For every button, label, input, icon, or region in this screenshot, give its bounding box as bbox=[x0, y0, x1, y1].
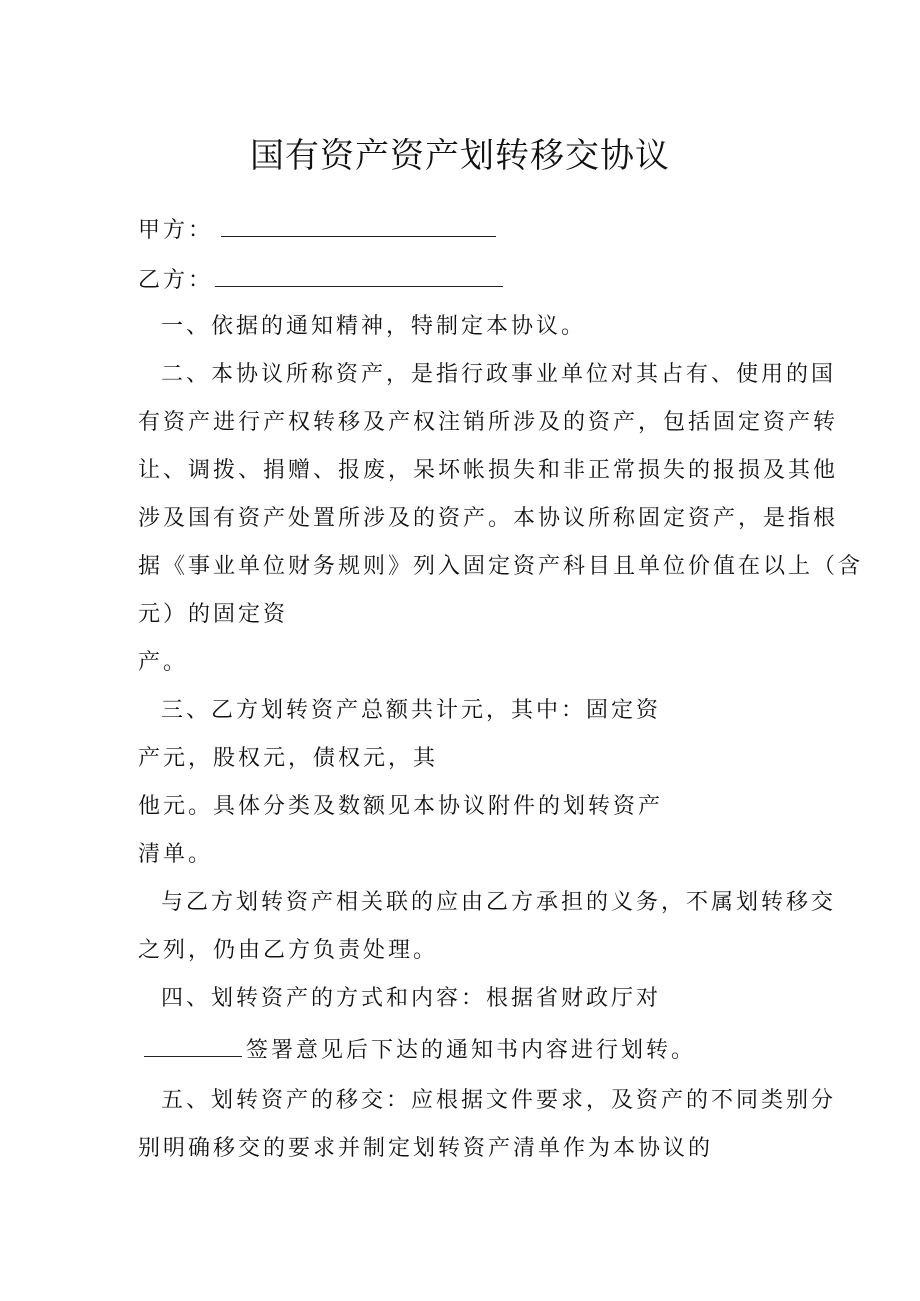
party-a-blank bbox=[221, 214, 496, 237]
clause-3-line-3: 他元。具体分类及数额见本协议附件的划转资产 bbox=[138, 794, 664, 819]
clause-2-line-6: 元）的固定资 bbox=[138, 602, 289, 627]
obligation-line-1: 与乙方划转资产相关联的应由乙方承担的义务，不属划转移交 bbox=[161, 890, 837, 915]
clause-4-blank bbox=[144, 1034, 242, 1057]
clause-2-line-5: 据《事业单位财务规则》列入固定资产科目且单位价值在以上（含 bbox=[138, 554, 864, 579]
party-a-line bbox=[138, 211, 798, 251]
clause-2-line-7: 产。 bbox=[138, 650, 189, 675]
clause-3-line-1: 三、乙方划转资产总额共计元，其中：固定资 bbox=[161, 698, 662, 723]
clause-5-line-1: 五、划转资产的移交：应根据文件要求，及资产的不同类别分 bbox=[161, 1088, 837, 1113]
party-b-line bbox=[138, 261, 798, 301]
clause-4-line-1: 四、划转资产的方式和内容：根据省财政厅对 bbox=[161, 986, 662, 1011]
clause-4-line-2 bbox=[144, 1031, 804, 1071]
clause-5-line-2: 别明确移交的要求并制定划转资产清单作为本协议的 bbox=[138, 1136, 714, 1161]
party-b-label: 乙方： bbox=[138, 268, 214, 293]
clause-1: 一、依据的通知精神，特制定本协议。 bbox=[161, 314, 587, 339]
document-title: 国有资产资产划转移交协议 bbox=[250, 136, 670, 176]
party-a-label: 甲方： bbox=[138, 218, 214, 243]
obligation-line-2: 之列，仍由乙方负责处理。 bbox=[138, 938, 439, 963]
clause-2-line-3: 让、调拨、捐赠、报废，呆坏帐损失和非正常损失的报损及其他 bbox=[138, 458, 839, 483]
clause-2-line-4: 涉及国有资产处置所涉及的资产。本协议所称固定资产，是指根 bbox=[138, 506, 839, 531]
clause-2-line-1: 二、本协议所称资产，是指行政事业单位对其占有、使用的国 bbox=[161, 362, 837, 387]
party-b-blank bbox=[215, 264, 503, 287]
clause-4-line-2-text: 签署意见后下达的通知书内容进行划转。 bbox=[246, 1038, 697, 1063]
clause-2-line-2: 有资产进行产权转移及产权注销所涉及的资产，包括固定资产转 bbox=[138, 410, 839, 435]
clause-3-line-4: 清单。 bbox=[138, 842, 214, 867]
clause-3-line-2: 产元，股权元，债权元，其 bbox=[138, 746, 439, 771]
